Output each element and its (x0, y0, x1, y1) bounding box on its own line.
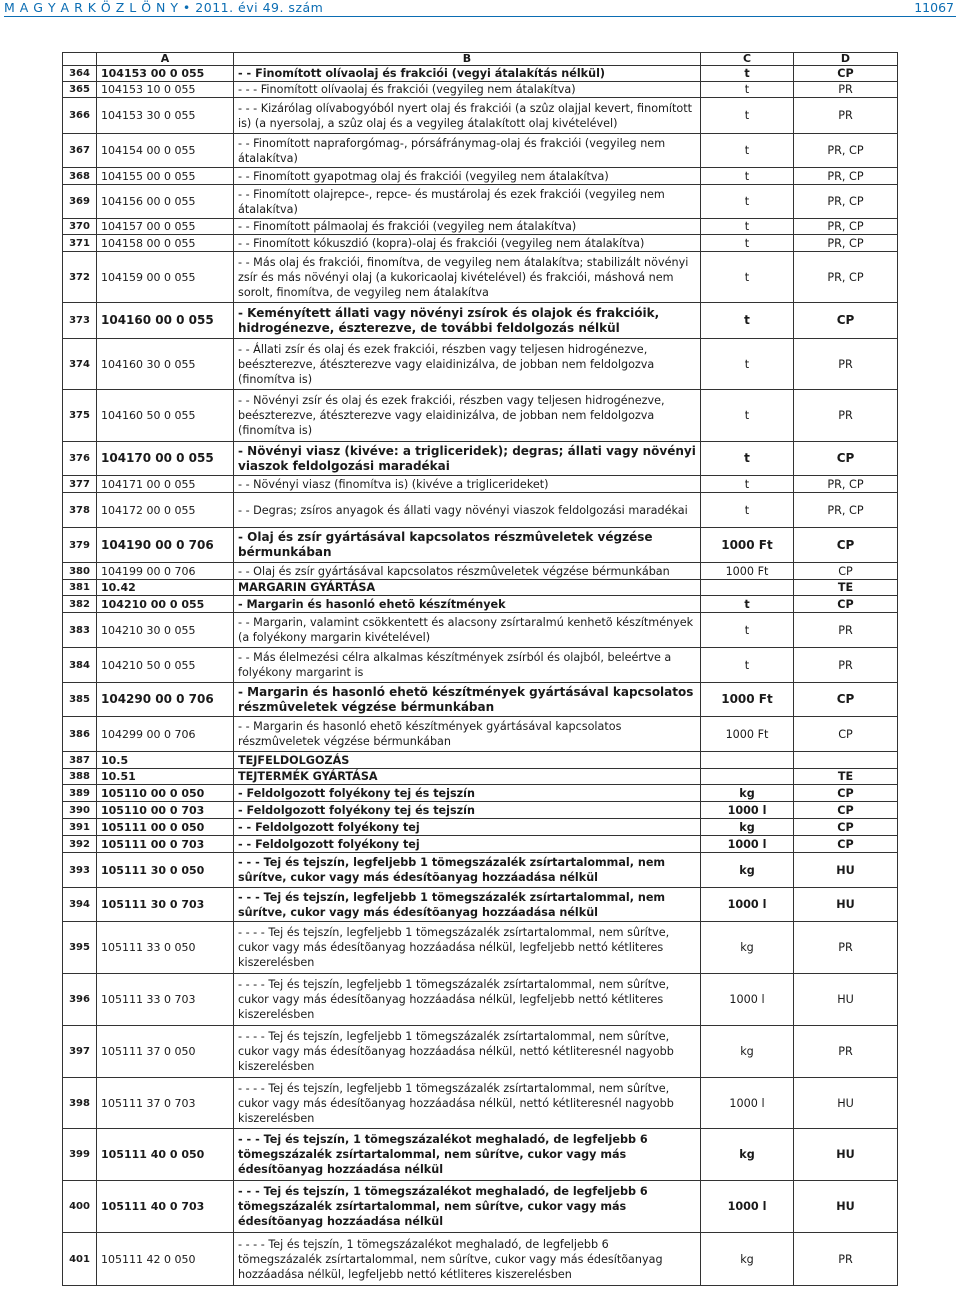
product-code: 105111 33 0 050 (97, 922, 234, 974)
product-code: 104210 50 0 055 (97, 648, 234, 683)
row-number: 380 (63, 563, 97, 580)
product-description: - - Növényi viasz (finomítva is) (kivéve a triglicerideket) (234, 476, 701, 493)
header-cell-d: D (794, 53, 898, 66)
data-source: PR (794, 1233, 898, 1286)
table-row (63, 98, 898, 134)
unit-of-measure: t (701, 476, 794, 493)
table-row (63, 1129, 898, 1181)
product-description: - - - Tej és tejszín, legfeljebb 1 tömegszázalék zsírtartalommal, nem sûrítve, cukor vagy más édesítõanyag hozzáadása nélkül (234, 888, 701, 922)
product-code: 104157 00 0 055 (97, 219, 234, 235)
unit-of-measure: t (701, 339, 794, 390)
header-rule (4, 16, 956, 17)
product-code: 104159 00 0 055 (97, 252, 234, 303)
row-number: 391 (63, 819, 97, 836)
table-row (63, 752, 898, 769)
product-code: 105110 00 0 050 (97, 785, 234, 802)
unit-of-measure: 1000 l (701, 974, 794, 1026)
unit-of-measure: t (701, 252, 794, 303)
product-description: - - Feldolgozott folyékony tej (234, 836, 701, 853)
product-description: - - - Tej és tejszín, 1 tömegszázalékot meghaladó, de legfeljebb 6 tömegszázalék zsírtartalommal, nem sûrítve, cukor vagy más édesítõanyag hozzáadása nélkül (234, 1129, 701, 1181)
row-number: 375 (63, 390, 97, 442)
table-row (63, 235, 898, 252)
data-source: TE (794, 580, 898, 596)
product-description: - - Növényi zsír és olaj és ezek frakciói, részben vagy teljesen hidrogénezve, beészterezve, átészterezve vagy elaidinizálva, de jobban nem feldolgozva (finomítva is) (234, 390, 701, 442)
table-row (63, 82, 898, 98)
product-description: - - Más olaj és frakciói, finomítva, de vegyileg nem átalakítva; stabilizált növényi zsír és más növényi olaj (a kukoricaolaj kivételével) és frakciói, máshová nem sorolt, finomítva, de vegyileg nem átalakítva (234, 252, 701, 303)
table-row (63, 1181, 898, 1233)
unit-of-measure: 1000 Ft (701, 717, 794, 752)
product-code: 105111 37 0 050 (97, 1026, 234, 1078)
data-source: CP (794, 66, 898, 82)
product-description: - - - - Tej és tejszín, legfeljebb 1 tömegszázalék zsírtartalommal, nem sûrítve, cukor vagy más édesítõanyag hozzáadása nélkül, nettó kétliteresnél nagyobb kiszerelésben (234, 1078, 701, 1129)
unit-of-measure: 1000 l (701, 1181, 794, 1233)
data-source: PR (794, 648, 898, 683)
product-description: MARGARIN GYÁRTÁSA (234, 580, 701, 596)
product-code: 104190 00 0 706 (97, 528, 234, 563)
product-code: 105110 00 0 703 (97, 802, 234, 819)
row-number: 381 (63, 580, 97, 596)
unit-of-measure: kg (701, 1233, 794, 1286)
data-source: PR, CP (794, 219, 898, 235)
data-source: PR (794, 98, 898, 134)
data-source: TE (794, 769, 898, 785)
row-number: 389 (63, 785, 97, 802)
table-row (63, 563, 898, 580)
product-code: 10.51 (97, 769, 234, 785)
product-code: 104155 00 0 055 (97, 168, 234, 185)
product-description: - Növényi viasz (kivéve: a trigliceridek); degras; állati vagy növényi viaszok feldolgozási maradékai (234, 442, 701, 476)
product-code: 104153 30 0 055 (97, 98, 234, 134)
unit-of-measure: t (701, 98, 794, 134)
table-row (63, 390, 898, 442)
unit-of-measure: t (701, 303, 794, 339)
row-number: 366 (63, 98, 97, 134)
product-description: - Margarin és hasonló ehetõ készítmények gyártásával kapcsolatos részmûveletek végzése bérmunkában (234, 683, 701, 717)
data-source: HU (794, 1181, 898, 1233)
data-source: PR, CP (794, 476, 898, 493)
row-number: 393 (63, 853, 97, 888)
data-source: CP (794, 563, 898, 580)
row-number: 367 (63, 134, 97, 168)
row-number: 399 (63, 1129, 97, 1181)
product-description: - - - - Tej és tejszín, 1 tömegszázalékot meghaladó, de legfeljebb 6 tömegszázalék zsírtartalommal, nem sûrítve, cukor vagy más édesítõanyag hozzáadása nélkül, legfeljebb nettó kétliteres kiszerelésben (234, 1233, 701, 1286)
unit-of-measure: t (701, 168, 794, 185)
product-description: - - Állati zsír és olaj és ezek frakciói, részben vagy teljesen hidrogénezve, beészterezve, átészterezve vagy elaidinizálva, de jobban nem feldolgozva (finomítva is) (234, 339, 701, 390)
product-description: - Keményített állati vagy növényi zsírok és olajok és frakcióik, hidrogénezve, észterezve, de további feldolgozás nélkül (234, 303, 701, 339)
data-source: PR, CP (794, 168, 898, 185)
product-code: 104199 00 0 706 (97, 563, 234, 580)
product-description: - - Finomított pálmaolaj és frakciói (vegyileg nem átalakítva) (234, 219, 701, 235)
data-source: PR (794, 922, 898, 974)
product-code: 104210 30 0 055 (97, 613, 234, 648)
row-number: 388 (63, 769, 97, 785)
table-row (63, 303, 898, 339)
data-source: CP (794, 303, 898, 339)
unit-of-measure (701, 769, 794, 785)
unit-of-measure: kg (701, 785, 794, 802)
product-code: 104160 00 0 055 (97, 303, 234, 339)
page-number: 11067 (914, 0, 954, 15)
product-description: - - - Finomított olívaolaj és frakciói (vegyileg nem átalakítva) (234, 82, 701, 98)
table-row (63, 785, 898, 802)
data-source: CP (794, 819, 898, 836)
product-description: - - - - Tej és tejszín, legfeljebb 1 tömegszázalék zsírtartalommal, nem sûrítve, cukor vagy más édesítõanyag hozzáadása nélkül, nettó kétliteresnél nagyobb kiszerelésben (234, 1026, 701, 1078)
unit-of-measure: t (701, 82, 794, 98)
row-number: 379 (63, 528, 97, 563)
journal-title: M A G Y A R K Ö Z L Ö N Y • 2011. évi 49. szám (4, 0, 324, 15)
product-code: 105111 37 0 703 (97, 1078, 234, 1129)
unit-of-measure: t (701, 596, 794, 613)
product-code: 105111 00 0 703 (97, 836, 234, 853)
header-cell-b: B (234, 53, 701, 66)
row-number: 378 (63, 493, 97, 528)
table-row (63, 836, 898, 853)
unit-of-measure: 1000 Ft (701, 528, 794, 563)
product-description: - - Margarin, valamint csökkentett és alacsony zsírtaralmú kenhetõ készítmények (a folyékony margarin kivételével) (234, 613, 701, 648)
product-description: - - Feldolgozott folyékony tej (234, 819, 701, 836)
product-description: - - Finomított napraforgómag-, pórsáfránymag-olaj és frakciói (vegyileg nem átalakítva) (234, 134, 701, 168)
product-code: 104290 00 0 706 (97, 683, 234, 717)
row-number: 392 (63, 836, 97, 853)
table-row (63, 974, 898, 1026)
table-row (63, 528, 898, 563)
row-number: 395 (63, 922, 97, 974)
table-row (63, 888, 898, 922)
product-code: 10.42 (97, 580, 234, 596)
row-number: 386 (63, 717, 97, 752)
product-code: 104172 00 0 055 (97, 493, 234, 528)
product-code: 104299 00 0 706 (97, 717, 234, 752)
unit-of-measure: t (701, 613, 794, 648)
table-row (63, 66, 898, 82)
table-row (63, 1233, 898, 1286)
row-number: 373 (63, 303, 97, 339)
data-source: PR (794, 339, 898, 390)
unit-of-measure: kg (701, 853, 794, 888)
table-row (63, 493, 898, 528)
product-description: TEJTERMÉK GYÁRTÁSA (234, 769, 701, 785)
product-description: - Feldolgozott folyékony tej és tejszín (234, 802, 701, 819)
row-number: 396 (63, 974, 97, 1026)
product-description: - Feldolgozott folyékony tej és tejszín (234, 785, 701, 802)
row-number: 368 (63, 168, 97, 185)
product-code: 104160 30 0 055 (97, 339, 234, 390)
unit-of-measure: t (701, 235, 794, 252)
unit-of-measure: t (701, 185, 794, 219)
table-row (63, 442, 898, 476)
unit-of-measure: t (701, 219, 794, 235)
data-source: PR, CP (794, 493, 898, 528)
row-number: 374 (63, 339, 97, 390)
table-row (63, 802, 898, 819)
product-description: - - - Kizárólag olívabogyóból nyert olaj és frakciói (a szûz olajjal kevert, finomított is) (a nyersolaj, a szûz olaj és a vegyileg átalakított olaj kivételével) (234, 98, 701, 134)
table-body (63, 66, 898, 1286)
product-description: - - Finomított olívaolaj és frakciói (vegyi átalakítás nélkül) (234, 66, 701, 82)
header-cell-a: A (97, 53, 234, 66)
unit-of-measure: kg (701, 922, 794, 974)
row-number: 370 (63, 219, 97, 235)
table-row (63, 819, 898, 836)
data-source: PR, CP (794, 134, 898, 168)
product-code: 105111 40 0 703 (97, 1181, 234, 1233)
unit-of-measure: 1000 Ft (701, 563, 794, 580)
product-code: 105111 30 0 050 (97, 853, 234, 888)
row-number: 364 (63, 66, 97, 82)
product-description: - - Margarin és hasonló ehetõ készítmények gyártásával kapcsolatos részmûveletek végzése bérmunkában (234, 717, 701, 752)
unit-of-measure: 1000 l (701, 836, 794, 853)
row-number: 390 (63, 802, 97, 819)
product-code: 104156 00 0 055 (97, 185, 234, 219)
table-row (63, 134, 898, 168)
data-source: PR (794, 390, 898, 442)
row-number: 372 (63, 252, 97, 303)
product-description: - - - - Tej és tejszín, legfeljebb 1 tömegszázalék zsírtartalommal, nem sûrítve, cukor vagy más édesítõanyag hozzáadása nélkül, legfeljebb nettó kétliteres kiszerelésben (234, 922, 701, 974)
unit-of-measure: kg (701, 819, 794, 836)
product-description: - - - Tej és tejszín, 1 tömegszázalékot meghaladó, de legfeljebb 6 tömegszázalék zsírtartalommal, nem sûrítve, cukor vagy más édesítõanyag hozzáadása nélkül (234, 1181, 701, 1233)
data-source: CP (794, 528, 898, 563)
table-row (63, 683, 898, 717)
unit-of-measure: kg (701, 1129, 794, 1181)
row-number: 400 (63, 1181, 97, 1233)
data-source: HU (794, 1078, 898, 1129)
product-code: 10.5 (97, 752, 234, 769)
row-number: 382 (63, 596, 97, 613)
unit-of-measure: t (701, 442, 794, 476)
product-code: 105111 30 0 703 (97, 888, 234, 922)
page-header (0, 0, 960, 16)
data-source: HU (794, 853, 898, 888)
unit-of-measure (701, 752, 794, 769)
table-row (63, 853, 898, 888)
data-source: CP (794, 717, 898, 752)
data-source: HU (794, 974, 898, 1026)
data-source: PR (794, 1026, 898, 1078)
product-code: 105111 00 0 050 (97, 819, 234, 836)
product-description: - - Finomított olajrepce-, repce- és mustárolaj és ezek frakciói (vegyileg nem átalakítva) (234, 185, 701, 219)
unit-of-measure: 1000 l (701, 1078, 794, 1129)
row-number: 383 (63, 613, 97, 648)
table-header-row (63, 53, 898, 66)
row-number: 385 (63, 683, 97, 717)
product-list-table (62, 52, 898, 1286)
unit-of-measure: t (701, 66, 794, 82)
product-description: - Olaj és zsír gyártásával kapcsolatos részmûveletek végzése bérmunkában (234, 528, 701, 563)
row-number: 369 (63, 185, 97, 219)
data-source: CP (794, 802, 898, 819)
data-source: PR, CP (794, 252, 898, 303)
header-cell-blank (63, 53, 97, 66)
product-description: - - Finomított gyapotmag olaj és frakciói (vegyileg nem átalakítva) (234, 168, 701, 185)
table-row (63, 648, 898, 683)
product-code: 104153 10 0 055 (97, 82, 234, 98)
unit-of-measure (701, 580, 794, 596)
product-code: 105111 42 0 050 (97, 1233, 234, 1286)
product-code: 104153 00 0 055 (97, 66, 234, 82)
data-source: CP (794, 683, 898, 717)
table-row (63, 1078, 898, 1129)
data-source: CP (794, 596, 898, 613)
table-row (63, 1026, 898, 1078)
data-source: CP (794, 442, 898, 476)
product-code: 105111 33 0 703 (97, 974, 234, 1026)
table-row (63, 922, 898, 974)
header-cell-c: C (701, 53, 794, 66)
unit-of-measure: 1000 Ft (701, 683, 794, 717)
row-number: 387 (63, 752, 97, 769)
data-source: PR, CP (794, 185, 898, 219)
product-code: 104170 00 0 055 (97, 442, 234, 476)
product-description: - - - Tej és tejszín, legfeljebb 1 tömegszázalék zsírtartalommal, nem sûrítve, cukor vagy más édesítõanyag hozzáadása nélkül (234, 853, 701, 888)
product-description: - - - - Tej és tejszín, legfeljebb 1 tömegszázalék zsírtartalommal, nem sûrítve, cukor vagy más édesítõanyag hozzáadása nélkül, legfeljebb nettó kétliteres kiszerelésben (234, 974, 701, 1026)
table-row (63, 252, 898, 303)
product-description: - Margarin és hasonló ehetõ készítmények (234, 596, 701, 613)
row-number: 398 (63, 1078, 97, 1129)
data-source: PR, CP (794, 235, 898, 252)
data-source: PR (794, 82, 898, 98)
unit-of-measure: 1000 l (701, 888, 794, 922)
data-source: HU (794, 1129, 898, 1181)
table-row (63, 769, 898, 785)
product-description: TEJFELDOLGOZÁS (234, 752, 701, 769)
product-code: 105111 40 0 050 (97, 1129, 234, 1181)
product-description: - - Degras; zsíros anyagok és állati vagy növényi viaszok feldolgozási maradékai (234, 493, 701, 528)
data-source: CP (794, 785, 898, 802)
row-number: 401 (63, 1233, 97, 1286)
product-code: 104171 00 0 055 (97, 476, 234, 493)
table-row (63, 613, 898, 648)
unit-of-measure: 1000 l (701, 802, 794, 819)
row-number: 365 (63, 82, 97, 98)
unit-of-measure: t (701, 134, 794, 168)
table-row (63, 185, 898, 219)
row-number: 371 (63, 235, 97, 252)
unit-of-measure: t (701, 390, 794, 442)
data-source: PR (794, 613, 898, 648)
table-row (63, 476, 898, 493)
product-code: 104160 50 0 055 (97, 390, 234, 442)
data-source: HU (794, 888, 898, 922)
product-code: 104158 00 0 055 (97, 235, 234, 252)
table-row (63, 168, 898, 185)
table-row (63, 339, 898, 390)
table-row (63, 580, 898, 596)
table-row (63, 717, 898, 752)
row-number: 384 (63, 648, 97, 683)
product-code: 104154 00 0 055 (97, 134, 234, 168)
unit-of-measure: t (701, 493, 794, 528)
row-number: 376 (63, 442, 97, 476)
row-number: 394 (63, 888, 97, 922)
product-description: - - Olaj és zsír gyártásával kapcsolatos részmûveletek végzése bérmunkában (234, 563, 701, 580)
row-number: 397 (63, 1026, 97, 1078)
product-description: - - Más élelmezési célra alkalmas készítmények zsírból és olajból, beleértve a folyékony margarint is (234, 648, 701, 683)
unit-of-measure: kg (701, 1026, 794, 1078)
product-code: 104210 00 0 055 (97, 596, 234, 613)
table-row (63, 596, 898, 613)
row-number: 377 (63, 476, 97, 493)
product-description: - - Finomított kókuszdió (kopra)-olaj és frakciói (vegyileg nem átalakítva) (234, 235, 701, 252)
data-source (794, 752, 898, 769)
data-source: CP (794, 836, 898, 853)
unit-of-measure: t (701, 648, 794, 683)
table-row (63, 219, 898, 235)
